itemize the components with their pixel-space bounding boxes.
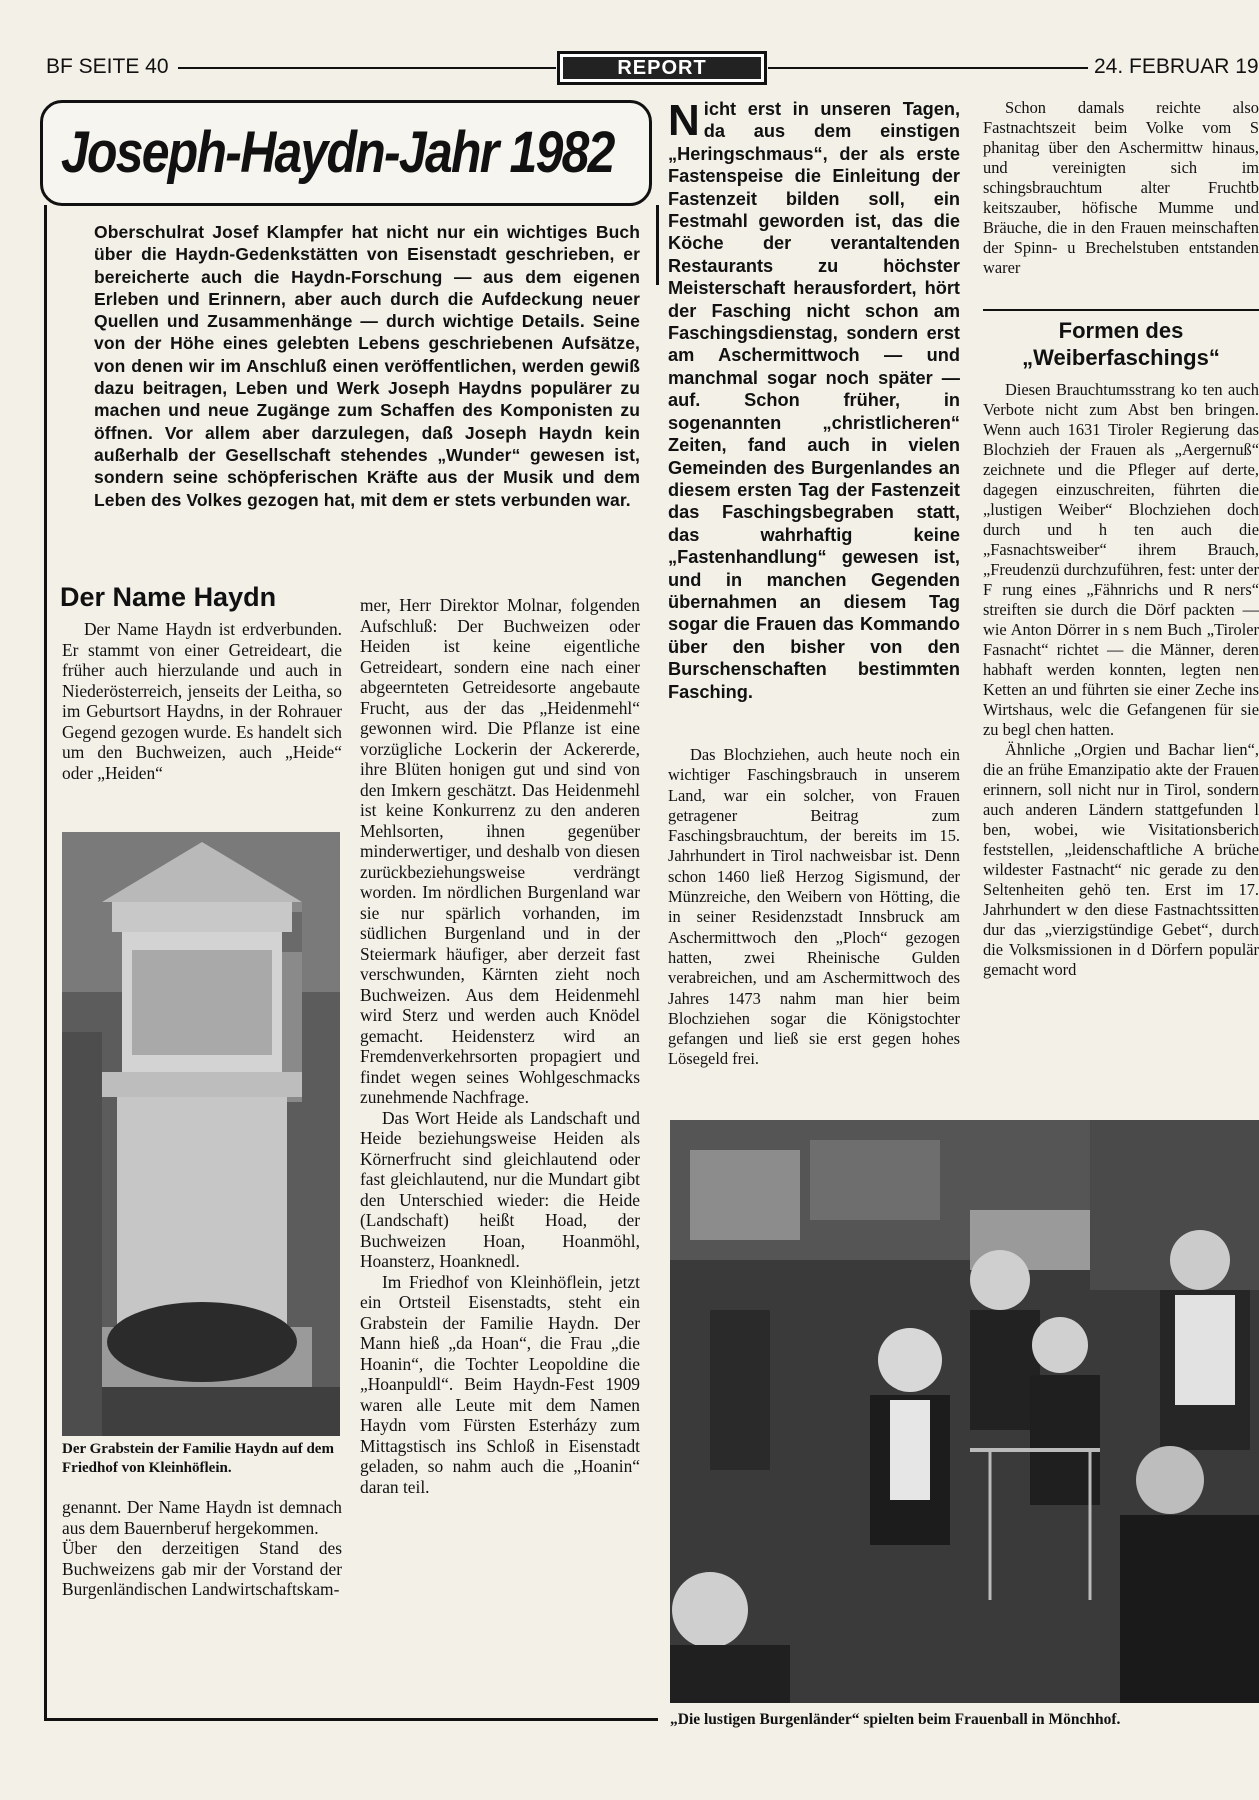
page-folio: BF SEITE 40	[46, 55, 169, 78]
lead-text: icht erst in unseren Tagen, da aus dem einstigen „Heringschmaus“, der als erste Fastenspeise die Einleitung der Fastenzeit bilden soll, ein Festmahl geworden ist, das die Köche der verantaltenden Restaurants zu höchster Meisterschaft herausfordert, hört der Fasching nicht schon am Faschingsdienstag, sondern erst am Aschermittwoch — und manchmal sogar noch später — auf. Schon früher, in sogenannten „christlicheren“ Zeiten, fand auch in vielen Gemeinden des Burgenlandes an diesem ersten Tag der Fastenzeit das Faschingsbegraben statt, das wahrhaftig keine „Fastenhandlung“ gewesen ist, und in manchen Gegenden übernahmen an diesem Tag sogar die Frauen das Kommando über den bisher von den Burschenschaften bestimmten Fasching.	[668, 99, 960, 702]
gravestone-image	[62, 832, 340, 1436]
paragraph: Diesen Brauchtumsstrang ko ten auch Verbote nicht zum Abst ben bringen. Wenn auch 1631 Tiroler Regierung das Blochzieh der Frauen als „Aergernuß“ zeichnete und die Pfleger auf derte, dagegen einzuschreiten, führten die „lustigen Weiber“ Blochziehen doch durch und h ten auch die „Fasnachtsweiber“ ihrem Brauch, „Freudenzü durchzuführen, fest: unter der F rung eines „Fähnrichs und R ners“ streiften sie durch die Dörf packten — wie Anton Dörrer in s nem Buch „Tiroler Fasnacht“ richtet — die Männer, deren habhaft werden konnten, legten nen Ketten an und führten sie einer Zeche ins Wirtshaus, welc die Gefangenen für sie zu begl chen hatten.	[983, 380, 1259, 739]
column-1-top	[62, 619, 342, 783]
drop-cap: N	[668, 96, 700, 145]
header-rule-left	[178, 67, 556, 69]
issue-date: 24. FEBRUAR 19	[1094, 55, 1259, 78]
paragraph: Das Blochziehen, auch heute noch ein wichtiger Faschingsbrauch in unserem Land, war ein solcher, von Frauen getragener Beitrag zum Faschingsbrauchtum, der bereits im 15. Jahrhundert in Tirol nachweisbar ist. Denn schon 1460 ließ Herzog Sigismund, der Münzreiche, den Weibern von Hötting, die in seiner Residenzstadt Innsbruck am Aschermittwoch den „Ploch“ gezogen hatten, zwei Rheinische Gulden verabreichen, und am Aschermittwoch des Jahres 1473 nahm man hier beim Blochziehen sogar die Königstochter gefangen und ließ sie erst gegen hohes Lösegeld frei.	[668, 745, 960, 1069]
band-photo	[670, 1120, 1259, 1703]
intro-paragraph: Oberschulrat Josef Klampfer hat nicht nur ein wichtiges Buch über die Haydn-Gedenkstätten von Eisenstadt geschrieben, er bereicherte auch die Haydn-Forschung — aus dem eigenen Erleben und Erinnern, aber auch durch die Aufdeckung neuer Quellen und Zusammenhänge — durch wichtige Details. Seine von der Höhe eines gelebten Lebens geschriebenen Aufsätze, von denen wir im Anschluß einen veröffentlichen, werden gewiß dazu beitragen, Leben und Werk Joseph Haydns populärer zu machen und neue Zugänge zum Schaffen des Komponisten zu öffnen. Vor allem aber darzulegen, daß Joseph Haydn kein außerhalb der Gesellschaft stehendes „Wunder“ gewesen ist, sondern seine schöpferischen Kräfte aus der Musik und dem Leben des Volkes gezogen hat, mit dem er stets verbunden war.	[94, 222, 640, 510]
frame-line-left	[44, 205, 47, 1720]
section-label-box	[557, 51, 767, 85]
headline-box	[40, 100, 652, 206]
column-3-body	[668, 745, 960, 1070]
column-1-bottom	[62, 1497, 342, 1600]
paragraph: Über den derzeitigen Stand des Buchweizens gab mir der Vorstand der Burgenländischen Landwirtschaftskam-	[62, 1538, 342, 1599]
band-image	[670, 1120, 1259, 1703]
header-rule-right	[768, 67, 1088, 69]
frame-line-bottom	[44, 1718, 658, 1721]
column-4-body	[983, 380, 1259, 1105]
section-heading: Der Name Haydn	[60, 582, 277, 612]
photo-caption: Der Grabstein der Familie Haydn auf dem Friedhof von Kleinhöflein.	[62, 1441, 334, 1476]
paragraph: mer, Herr Direktor Molnar, folgenden Aufschluß: Der Buchweizen oder Heiden ist keine eigentliche Getreideart, sondern eine nach einer abgeernteten Getreidesorte angebaute Frucht, aus der das „Heidenmehl“ gewonnen wird. Die Pflanze ist eine vorzügliche Lockerin der Ackererde, ihre Blüten honigen gut und sind von den Imkern geschätzt. Das Heidenmehl ist keine Konkurrenz zu den anderen Mehlsorten, ihnen gegenüber minderwertiger, und deshalb von diesen zurückbeziehungsweise verdrängt worden. Im nördlichen Burgenland war sie nur spärlich vorhanden, im südlichen Burgenland und in der Steiermark häufiger, aber derzeit fast verschwunden, Kärnten zieht noch Buchweizen. Aus dem Heidenmehl wird Sterz und werden auch Knödel gemacht. Heidensterz wird an Fremdenverkehrsorten propagiert und findet wegen seines Wohlgeschmacks zunehmende Nachfrage.	[360, 595, 640, 1107]
column-3-lead	[668, 98, 960, 703]
paragraph: genannt. Der Name Haydn ist demnach aus dem Bauernberuf hergekommen.	[62, 1497, 342, 1538]
band-photo-caption: „Die lustigen Burgenländer“ spielten beim Frauenball in Mönchhof.	[670, 1711, 1121, 1728]
subheading-rule	[983, 309, 1259, 311]
paragraph: Schon damals reichte also Fastnachtszeit beim Volke vom S phanitag über den Aschermittw hinaus, und vereinigten sich im schingsbrauchtum alter Fruchtb keitszauber, höfische Mumme und Bräuche, die in den Frauen meinschaften der Spinn- u Brechelstuben entstanden warer	[983, 98, 1259, 277]
frame-line-mid	[656, 205, 659, 285]
paragraph: Im Friedhof von Kleinhöflein, jetzt ein Ortsteil Eisenstadts, steht ein Grabstein der Familie Haydn. Der Mann hieß „da Hoan“, die Frau „die Hoanin“, die Tochter Leopoldine die „Hoanpuldl“. Beim Haydn-Fest 1909 waren alle Leute mit dem Namen Haydn vom Fürsten Esterházy zum Mittagstisch ins Schloß in Eisenstadt geladen, so nahm auch die „Hoanin“ daran teil.	[360, 1271, 640, 1497]
gravestone-photo	[62, 832, 340, 1436]
column-4-top	[983, 98, 1259, 278]
subheading: Formen des „Weiberfaschings“	[1022, 318, 1220, 370]
section-label: REPORT	[563, 57, 761, 79]
paragraph: Ähnliche „Orgien und Bachar lien“, die an frühe Emanzipatio akte der Frauen erinnern, soll nicht nur in Tirol, sondern auch anderen Ländern stattgefunden l ben, wobei, wie Visitationsberich feststellen, „leidenschaftliche A brüche wildester Fastnacht“ nic gerade zu den Seltenheiten gehö ten. Erst im 17. Jahrhundert w den diese Fastnachtssitten dur das „vierzigstündige Gebet“, durch die Volksmissionen in d Dörfern populär gemacht word	[983, 740, 1259, 979]
headline: Joseph-Haydn-Jahr 1982	[61, 120, 614, 185]
column-2	[360, 595, 640, 1497]
paragraph: Das Wort Heide als Landschaft und Heide beziehungsweise Heiden als Körnerfrucht sind gleichlautend oder fast gleichlautend, nur die Mundart gibt den Unterschied wieder: die Heide (Landschaft) heißt Hoad, der Buchweizen Hoan, Hoanmöhl, Hoansterz, Hoanknedl.	[360, 1107, 640, 1271]
paragraph: Der Name Haydn ist erdverbunden. Er stammt von einer Getreideart, die früher auch hierzulande und auch in Niederösterreich, jenseits der Leitha, so im Geburtsort Haydns, in der Rohrauer Gegend gezogen wurde. Es handelt sich um den Buchweizen, auch „Heide“ oder „Heiden“	[62, 619, 342, 783]
